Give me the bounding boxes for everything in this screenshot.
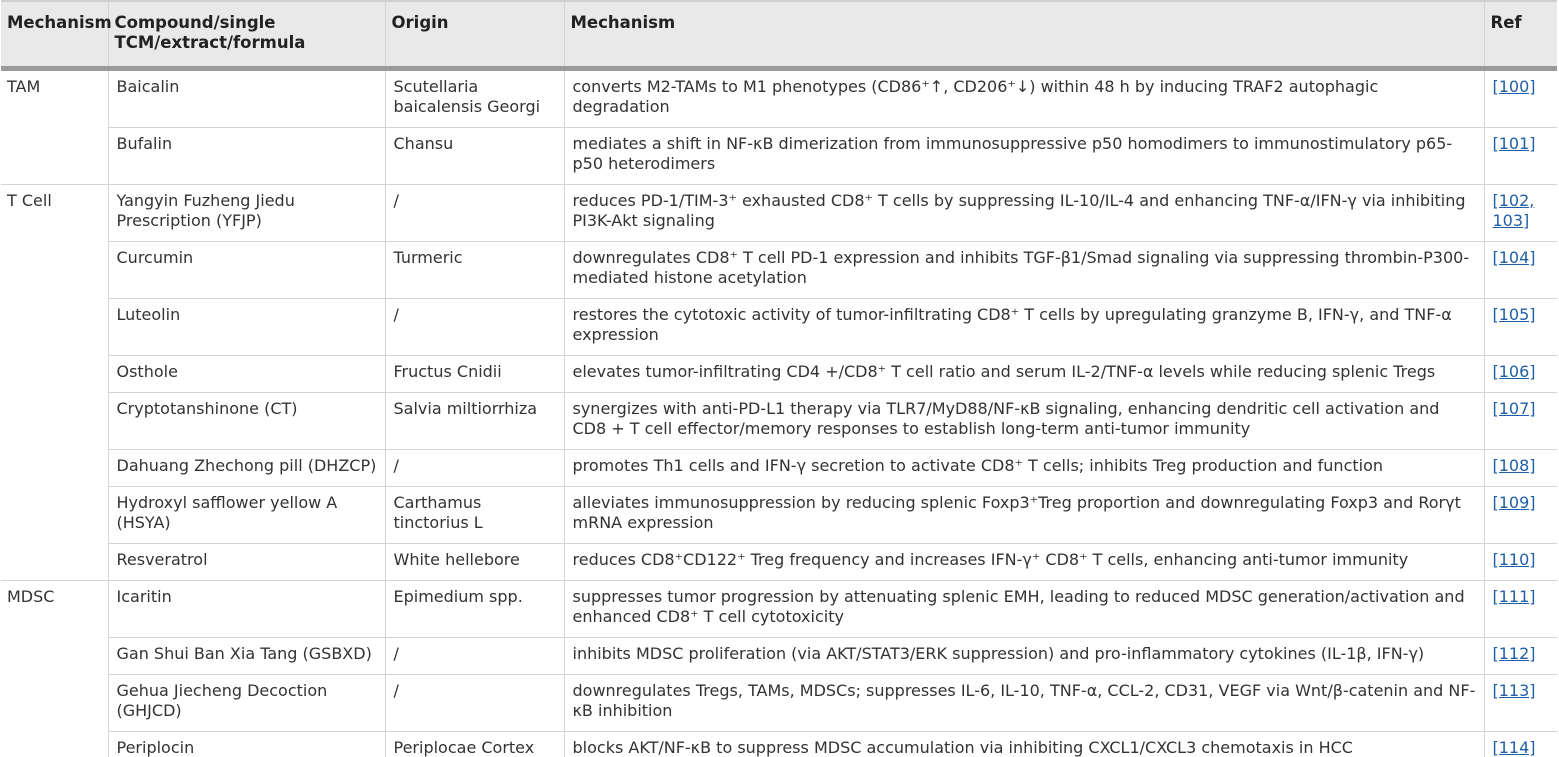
mechanism-cell: blocks AKT/NF-κB to suppress MDSC accumulation via inhibiting CXCL1/CXCL3 chemotaxis in HCC <box>564 732 1484 757</box>
origin-cell: Fructus Cnidii <box>385 356 564 393</box>
ref-link[interactable]: [102, 103] <box>1492 191 1535 230</box>
mechanism-cell: reduces PD-1/TIM-3⁺ exhausted CD8⁺ T cells by suppressing IL-10/IL-4 and enhancing TNF-α/IFN-γ via inhibiting PI3K-Akt signaling <box>564 185 1484 242</box>
compound-cell: Curcumin <box>108 242 385 299</box>
header-mechanism: Mechanism <box>564 1 1484 69</box>
table-row <box>1 581 1557 638</box>
compound-cell: Periplocin <box>108 732 385 757</box>
mechanism-cell: converts M2-TAMs to M1 phenotypes (CD86⁺↑, CD206⁺↓) within 48 h by inducing TRAF2 autophagic degradation <box>564 69 1484 128</box>
table-row <box>1 544 1557 581</box>
table-row <box>1 185 1557 242</box>
origin-cell: Epimedium spp. <box>385 581 564 638</box>
ref-link[interactable]: [108] <box>1492 456 1536 475</box>
ref-link[interactable]: [101] <box>1492 134 1536 153</box>
ref-link[interactable]: [110] <box>1492 550 1536 569</box>
ref-cell <box>1484 732 1557 757</box>
compound-cell: Baicalin <box>108 69 385 128</box>
ref-cell <box>1484 185 1557 242</box>
origin-cell: Turmeric <box>385 242 564 299</box>
ref-link[interactable]: [112] <box>1492 644 1536 663</box>
mechanism-cell: suppresses tumor progression by attenuating splenic EMH, leading to reduced MDSC generation/activation and enhanced CD8⁺ T cell cytotoxicity <box>564 581 1484 638</box>
ref-link[interactable]: [107] <box>1492 399 1536 418</box>
compound-cell: Gehua Jiecheng Decoction (GHJCD) <box>108 675 385 732</box>
ref-link[interactable]: [114] <box>1492 738 1536 757</box>
ref-cell <box>1484 487 1557 544</box>
table-row <box>1 69 1557 128</box>
mechanism-cell: restores the cytotoxic activity of tumor-infiltrating CD8⁺ T cells by upregulating granzyme B, IFN-γ, and TNF-α expression <box>564 299 1484 356</box>
mechanism-cell: inhibits MDSC proliferation (via AKT/STAT3/ERK suppression) and pro-inflammatory cytokines (IL-1β, IFN-γ) <box>564 638 1484 675</box>
origin-cell: Periplocae Cortex <box>385 732 564 757</box>
compound-cell: Icaritin <box>108 581 385 638</box>
origin-cell: / <box>385 675 564 732</box>
mechanism-table <box>1 0 1557 757</box>
group-cell-tam: TAM <box>1 69 108 185</box>
compound-cell: Yangyin Fuzheng Jiedu Prescription (YFJP) <box>108 185 385 242</box>
table-row <box>1 128 1557 185</box>
table-row <box>1 450 1557 487</box>
ref-cell <box>1484 299 1557 356</box>
ref-cell <box>1484 638 1557 675</box>
origin-cell: White hellebore <box>385 544 564 581</box>
ref-cell <box>1484 581 1557 638</box>
ref-cell <box>1484 128 1557 185</box>
mechanism-cell: downregulates Tregs, TAMs, MDSCs; suppresses IL-6, IL-10, TNF-α, CCL-2, CD31, VEGF via Wnt/β-catenin and NF-κB inhibition <box>564 675 1484 732</box>
ref-link[interactable]: [105] <box>1492 305 1536 324</box>
ref-cell <box>1484 242 1557 299</box>
origin-cell: / <box>385 185 564 242</box>
table-row <box>1 299 1557 356</box>
mechanism-cell: alleviates immunosuppression by reducing splenic Foxp3⁺Treg proportion and downregulating Foxp3 and Rorγt mRNA expression <box>564 487 1484 544</box>
ref-cell <box>1484 450 1557 487</box>
compound-cell: Resveratrol <box>108 544 385 581</box>
table-row <box>1 356 1557 393</box>
ref-link[interactable]: [109] <box>1492 493 1536 512</box>
origin-cell: Scutellaria baicalensis Georgi <box>385 69 564 128</box>
ref-link[interactable]: [113] <box>1492 681 1536 700</box>
compound-cell: Dahuang Zhechong pill (DHZCP) <box>108 450 385 487</box>
compound-cell: Gan Shui Ban Xia Tang (GSBXD) <box>108 638 385 675</box>
origin-cell: Salvia miltiorrhiza <box>385 393 564 450</box>
origin-cell: Carthamus tinctorius L <box>385 487 564 544</box>
mechanism-cell: mediates a shift in NF-κB dimerization from immunosuppressive p50 homodimers to immunostimulatory p65-p50 heterodimers <box>564 128 1484 185</box>
table-row <box>1 487 1557 544</box>
group-cell-tcell: T Cell <box>1 185 108 581</box>
mechanism-cell: downregulates CD8⁺ T cell PD-1 expression and inhibits TGF-β1/Smad signaling via suppressing thrombin-P300-mediated histone acetylation <box>564 242 1484 299</box>
ref-link[interactable]: [100] <box>1492 77 1536 96</box>
origin-cell: / <box>385 450 564 487</box>
ref-cell <box>1484 69 1557 128</box>
origin-cell: Chansu <box>385 128 564 185</box>
origin-cell: / <box>385 638 564 675</box>
header-group: Mechanism <box>1 1 108 69</box>
table-row <box>1 242 1557 299</box>
table-row <box>1 732 1557 757</box>
group-cell-mdsc: MDSC <box>1 581 108 757</box>
ref-link[interactable]: [111] <box>1492 587 1536 606</box>
compound-cell: Osthole <box>108 356 385 393</box>
header-ref: Ref <box>1484 1 1557 69</box>
ref-link[interactable]: [106] <box>1492 362 1536 381</box>
compound-cell: Cryptotanshinone (CT) <box>108 393 385 450</box>
ref-cell <box>1484 393 1557 450</box>
ref-cell <box>1484 544 1557 581</box>
mechanism-cell: synergizes with anti-PD-L1 therapy via TLR7/MyD88/NF-κB signaling, enhancing dendritic cell activation and CD8 + T cell effector/memory responses to establish long-term anti-tumor immunity <box>564 393 1484 450</box>
header-origin: Origin <box>385 1 564 69</box>
compound-cell: Luteolin <box>108 299 385 356</box>
header-compound: Compound/single TCM/extract/formula <box>108 1 385 69</box>
table-row <box>1 393 1557 450</box>
compound-cell: Bufalin <box>108 128 385 185</box>
mechanism-cell: promotes Th1 cells and IFN-γ secretion to activate CD8⁺ T cells; inhibits Treg production and function <box>564 450 1484 487</box>
header-row <box>1 1 1557 69</box>
table-row <box>1 638 1557 675</box>
ref-cell <box>1484 356 1557 393</box>
mechanism-cell: elevates tumor-infiltrating CD4 +/CD8⁺ T cell ratio and serum IL-2/TNF-α levels while reducing splenic Tregs <box>564 356 1484 393</box>
ref-cell <box>1484 675 1557 732</box>
ref-link[interactable]: [104] <box>1492 248 1536 267</box>
origin-cell: / <box>385 299 564 356</box>
compound-cell: Hydroxyl safflower yellow A (HSYA) <box>108 487 385 544</box>
table-row <box>1 675 1557 732</box>
mechanism-cell: reduces CD8⁺CD122⁺ Treg frequency and increases IFN-γ⁺ CD8⁺ T cells, enhancing anti-tumor immunity <box>564 544 1484 581</box>
